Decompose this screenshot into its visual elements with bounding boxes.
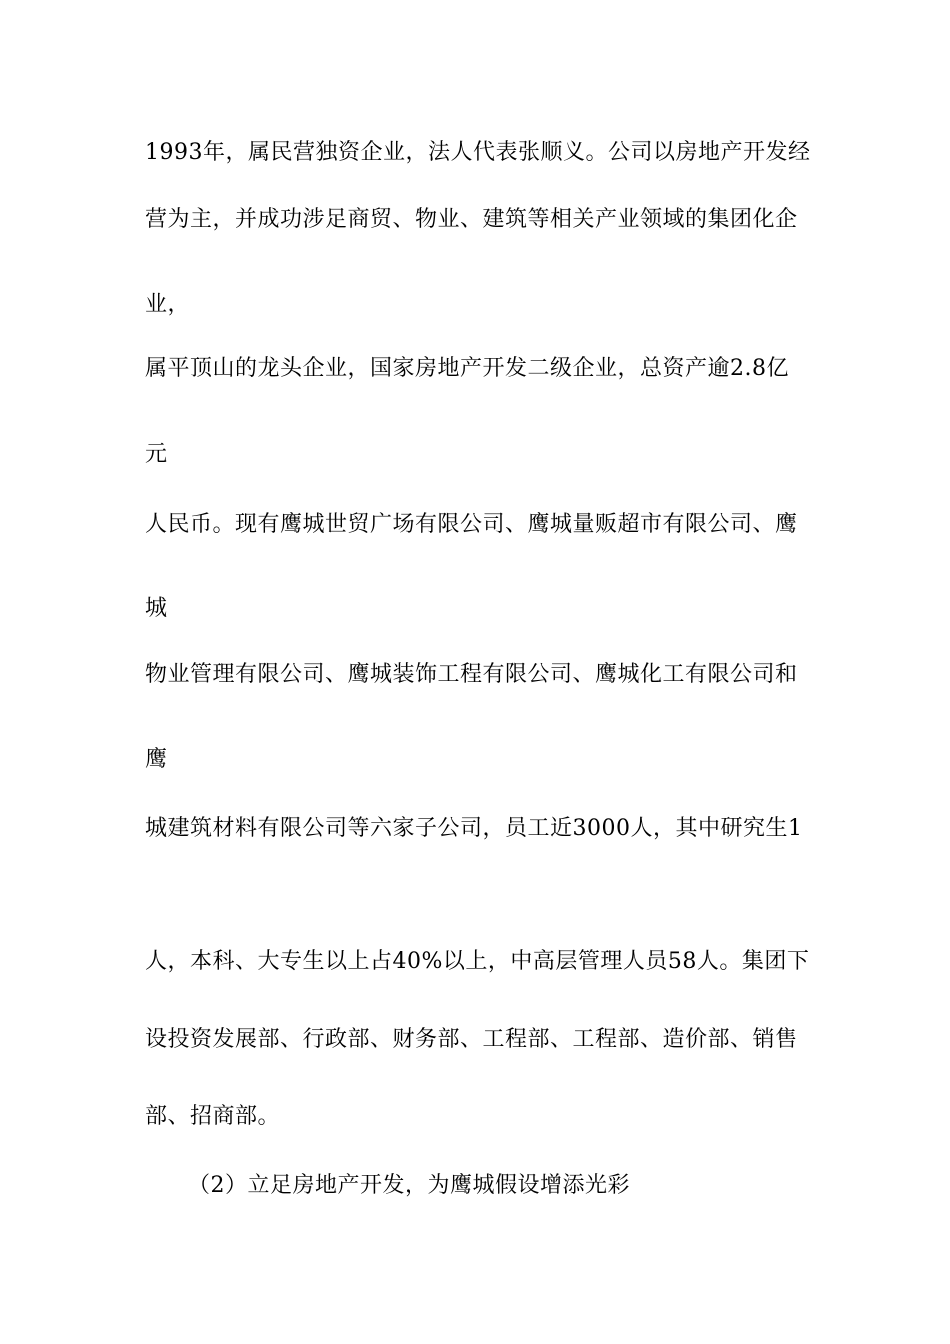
text-line: 城: [145, 596, 168, 621]
text-line: 城建筑材料有限公司等六家子公司，员工近3000人，其中研究生1: [145, 816, 803, 841]
text-line: 设投资发展部、行政部、财务部、工程部、工程部、造价部、销售: [145, 1027, 798, 1052]
text-line: 物业管理有限公司、鹰城装饰工程有限公司、鹰城化工有限公司和: [145, 662, 798, 687]
text-line: 属平顶山的龙头企业，国家房地产开发二级企业，总资产逾2.8亿: [145, 356, 789, 381]
text-line: 元: [145, 442, 168, 467]
text-line: 1993年，属民营独资企业，法人代表张顺义。公司以房地产开发经: [145, 140, 811, 165]
text-line: 人民币。现有鹰城世贸广场有限公司、鹰城量贩超市有限公司、鹰: [145, 512, 798, 537]
text-line: 鹰: [145, 747, 168, 772]
text-line: 营为主，并成功涉足商贸、物业、建筑等相关产业领域的集团化企: [145, 207, 798, 232]
text-line: 部、招商部。: [145, 1104, 281, 1129]
section-heading: （2）立足房地产开发，为鹰城假设增添光彩: [188, 1173, 630, 1198]
text-line: 业，: [145, 292, 191, 317]
text-line: 人，本科、大专生以上占40%以上，中高层管理人员58人。集团下: [145, 949, 810, 974]
